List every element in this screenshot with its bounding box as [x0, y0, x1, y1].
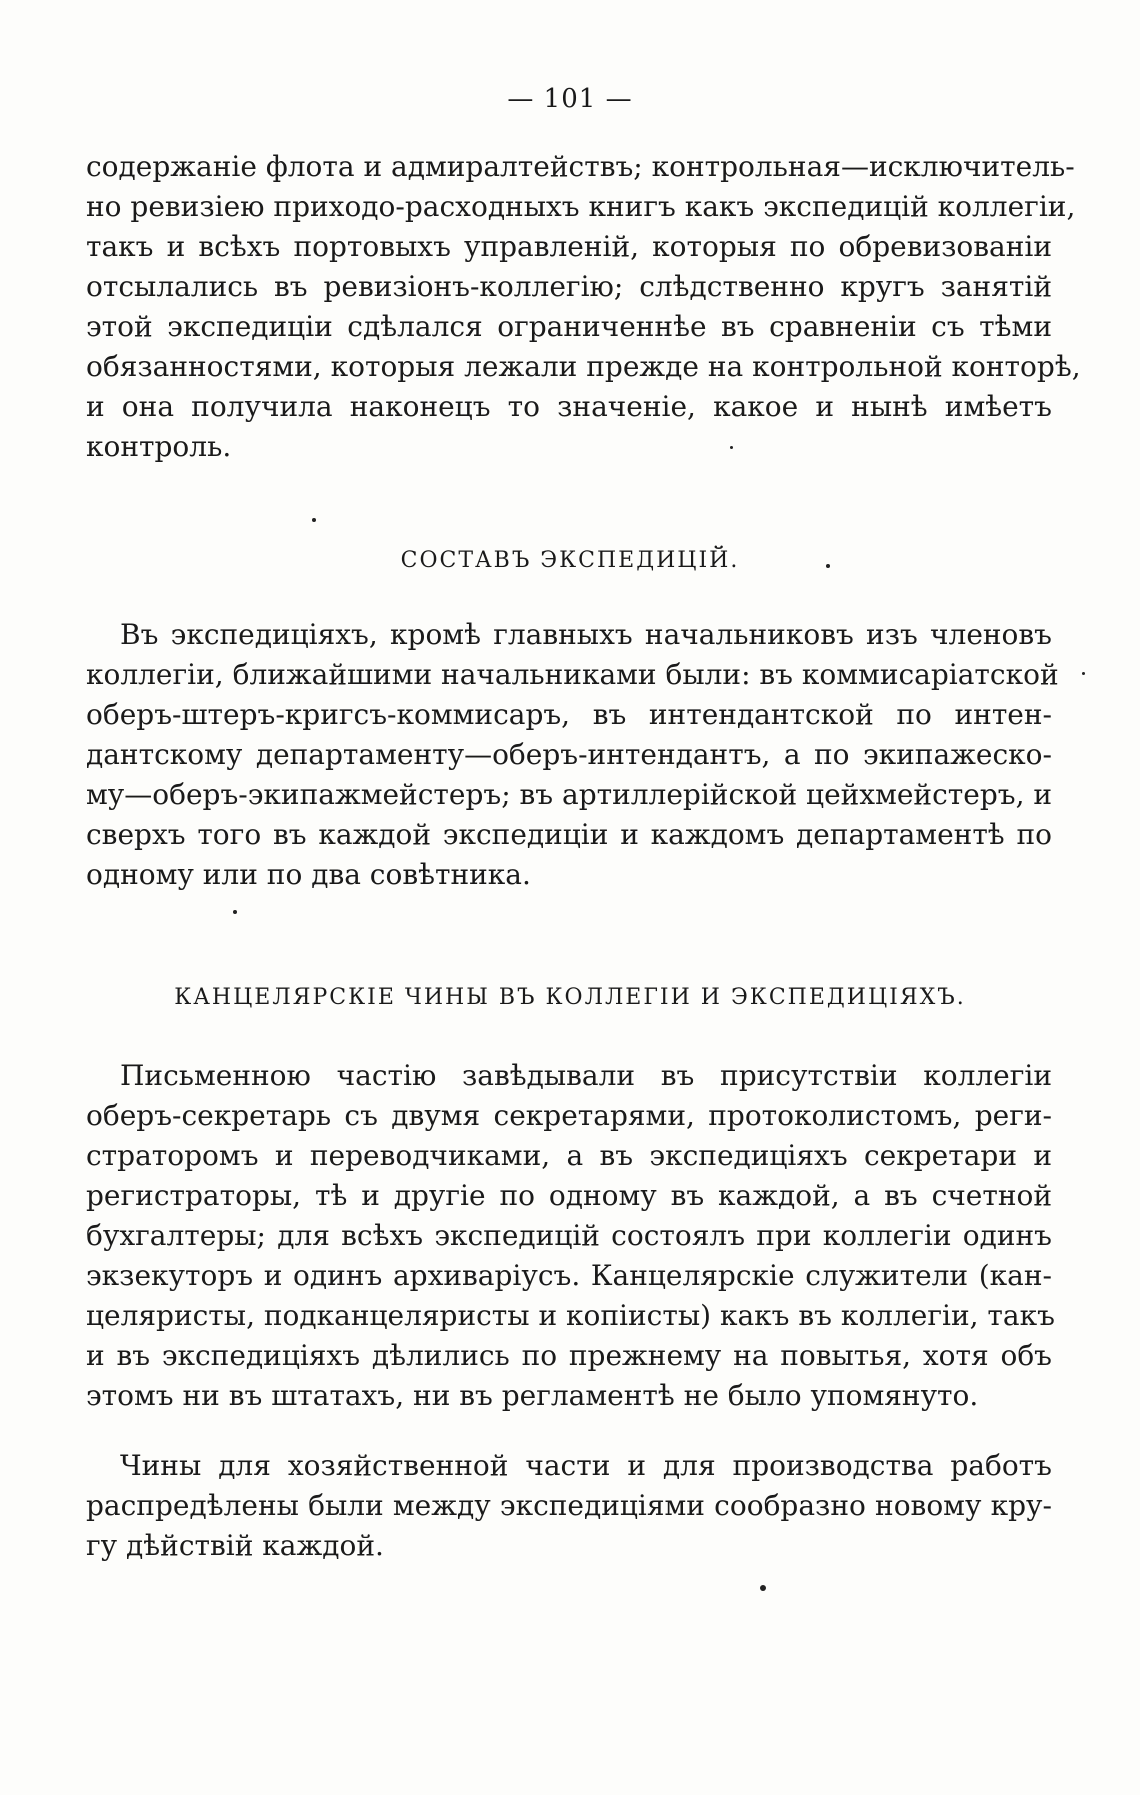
text-line: гу дѣйствій каждой. — [86, 1529, 384, 1562]
scan-speck — [730, 446, 733, 449]
text-line: му—оберъ-экипажмейстеръ; въ артиллерійской цейхмейстеръ, и — [86, 778, 1053, 811]
text-line: этомъ ни въ штатахъ, ни въ регламентѣ не было упомянуто. — [86, 1379, 979, 1412]
section-heading-clerical-ranks: КАНЦЕЛЯРСКІЕ ЧИНЫ ВЪ КОЛЛЕГІИ И ЭКСПЕДИЦІЯХЪ. — [174, 985, 966, 1010]
scan-speck — [760, 1585, 766, 1591]
text-line: отсылались въ ревизіонъ-коллегію; слѣдственно кругъ занятій — [86, 270, 1052, 303]
section-heading-composition: СОСТАВЪ ЭКСПЕДИЦІЙ. — [400, 548, 740, 573]
text-line: одному или по два совѣтника. — [86, 858, 531, 891]
text-line: распредѣлены были между экспедиціями сообразно новому кру- — [86, 1489, 1052, 1522]
text-line: обязанностями, которыя лежали прежде на контрольной конторѣ, — [86, 350, 1081, 383]
page-number: — 101 — — [507, 84, 633, 114]
text-line: дантскому департаменту—оберъ-интендантъ, а по экипажеско- — [86, 738, 1052, 771]
text-line: регистраторы, тѣ и другіе по одному въ каждой, а въ счетной — [86, 1179, 1052, 1212]
text-line: содержаніе флота и адмиралтействъ; контрольная—исключитель- — [86, 150, 1075, 183]
text-line: страторомъ и переводчиками, а въ экспедиціяхъ секретари и — [86, 1139, 1052, 1172]
scan-speck — [1082, 672, 1085, 675]
scan-speck — [312, 518, 316, 522]
scan-speck — [233, 910, 237, 914]
text-line: и въ экспедиціяхъ дѣлились по прежнему на повытья, хотя объ — [86, 1339, 1052, 1372]
text-line: оберъ-штеръ-кригсъ-коммисаръ, въ интендантской по интен- — [86, 698, 1052, 731]
text-line: коллегіи, ближайшими начальниками были: въ коммисаріатской — [86, 658, 1059, 691]
text-line: экзекуторъ и одинъ архиваріусъ. Канцелярскіе служители (кан- — [86, 1259, 1052, 1292]
text-line: оберъ-секретарь съ двумя секретарями, протоколистомъ, реги- — [86, 1099, 1052, 1132]
text-line: Въ экспедиціяхъ, кромѣ главныхъ начальниковъ изъ членовъ — [120, 618, 1052, 651]
text-line: но ревизіею приходо-расходныхъ книгъ какъ экспедицій коллегіи, — [86, 190, 1076, 223]
text-line: целяристы, подканцеляристы и копіисты) какъ въ коллегіи, такъ — [86, 1299, 1055, 1332]
text-line: Чины для хозяйственной части и для производства работъ — [120, 1449, 1052, 1482]
text-line: бухгалтеры; для всѣхъ экспедицій состоялъ при коллегіи одинъ — [86, 1219, 1052, 1252]
scan-speck — [826, 564, 830, 568]
text-line: этой экспедиціи сдѣлался ограниченнѣе въ сравненіи съ тѣми — [86, 310, 1052, 343]
text-line: и она получила наконецъ то значеніе, какое и нынѣ имѣетъ — [86, 390, 1052, 423]
text-line: Письменною частію завѣдывали въ присутствіи коллегіи — [120, 1059, 1052, 1092]
text-line: контроль. — [86, 430, 232, 463]
text-line: сверхъ того въ каждой экспедиціи и каждомъ департаментѣ по — [86, 818, 1052, 851]
text-line: такъ и всѣхъ портовыхъ управленій, которыя по обревизованіи — [86, 230, 1052, 263]
